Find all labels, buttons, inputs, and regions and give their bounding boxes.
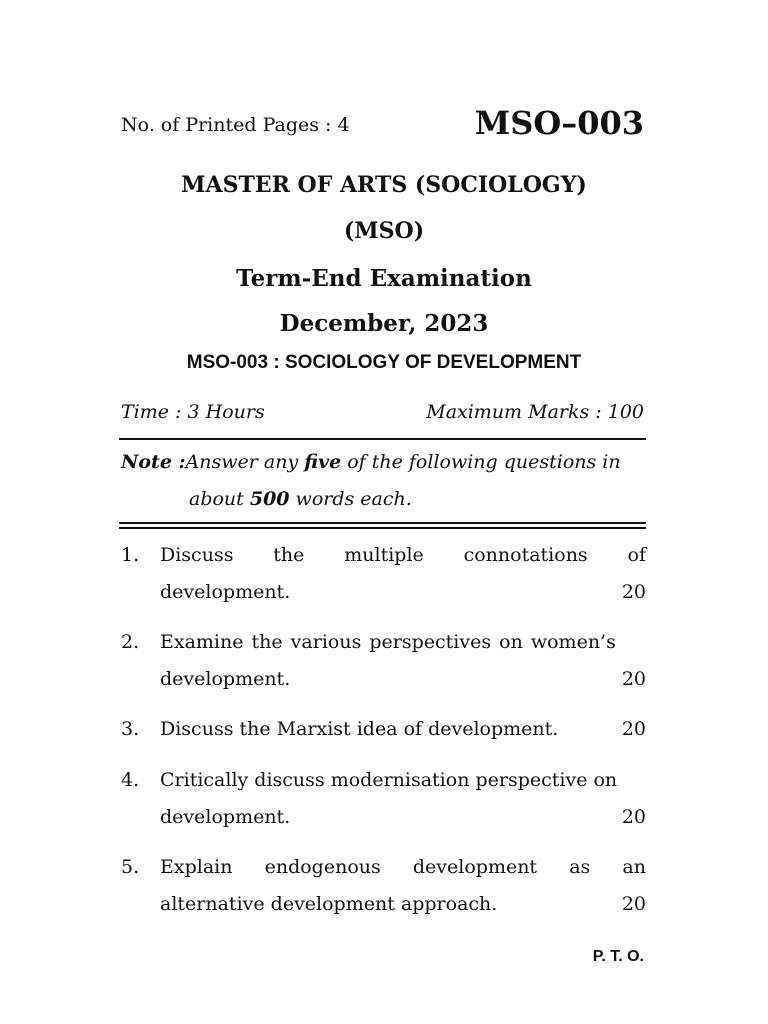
exam-duration: Time : 3 Hours — [121, 401, 265, 423]
question-word: Explain — [160, 856, 233, 878]
exam-session: December, 2023 — [279, 310, 489, 337]
instructions-note — [121, 444, 646, 518]
question-text: Discuss the Marxist idea of development. — [160, 718, 559, 740]
program-abbreviation: (MSO) — [343, 218, 425, 244]
note-emphasis-count: five — [304, 451, 342, 473]
question-text: Critically discuss modernisation perspective on — [160, 769, 618, 791]
question-item — [121, 762, 646, 836]
note-label: Note : — [121, 451, 186, 473]
question-number: 5. — [121, 856, 140, 878]
question-line — [160, 711, 646, 748]
program-title: MASTER OF ARTS (SOCIOLOGY) — [181, 172, 587, 198]
note-emphasis-words: 500 — [249, 488, 290, 510]
question-number: 2. — [121, 631, 140, 653]
question-word: endogenous — [264, 856, 381, 878]
question-line — [160, 886, 646, 923]
question-number: 4. — [121, 769, 140, 791]
question-marks: 20 — [621, 893, 646, 915]
note-second-line — [121, 481, 646, 518]
question-word: an — [622, 856, 646, 878]
question-body — [160, 762, 646, 836]
question-line — [160, 537, 646, 574]
maximum-marks: Maximum Marks : 100 — [426, 401, 644, 423]
question-number: 1. — [121, 544, 140, 566]
question-item — [121, 849, 646, 923]
question-line — [160, 661, 646, 698]
question-text: development. — [160, 581, 291, 603]
question-text: Examine the various perspectives on women’s — [160, 631, 616, 653]
printed-pages-count: No. of Printed Pages : 4 — [121, 114, 350, 136]
question-line — [160, 574, 646, 611]
question-word: as — [569, 856, 591, 878]
question-number: 3. — [121, 718, 140, 740]
please-turn-over: P. T. O. — [592, 948, 644, 965]
question-body — [160, 624, 646, 698]
question-word: the — [273, 544, 305, 566]
question-body — [160, 537, 646, 611]
question-marks: 20 — [621, 581, 646, 603]
question-item — [121, 624, 646, 698]
question-line — [160, 624, 646, 661]
question-word: of — [627, 544, 646, 566]
question-marks: 20 — [621, 718, 646, 740]
question-line — [160, 849, 646, 886]
question-body — [160, 711, 646, 748]
question-word: Discuss — [160, 544, 234, 566]
double-rule-bottom — [119, 527, 646, 529]
question-word: development — [412, 856, 538, 878]
double-rule-top — [119, 522, 646, 524]
question-body — [160, 849, 646, 923]
question-line — [160, 762, 646, 799]
divider-rule — [119, 438, 646, 440]
note-text: about — [189, 488, 250, 510]
note-text: Answer any — [185, 451, 305, 473]
question-text: development. — [160, 806, 291, 828]
note-text: of the following questions in — [341, 451, 621, 473]
exam-name: Term-End Examination — [236, 265, 532, 292]
course-title: MSO-003 : SOCIOLOGY OF DEVELOPMENT — [186, 352, 582, 373]
question-text: alternative development approach. — [160, 893, 498, 915]
question-text: development. — [160, 668, 291, 690]
question-item — [121, 711, 646, 748]
question-word: multiple — [344, 544, 424, 566]
note-text: words each. — [289, 488, 412, 510]
question-item — [121, 537, 646, 611]
question-line — [160, 799, 646, 836]
question-marks: 20 — [621, 806, 646, 828]
course-code: MSO–003 — [474, 104, 644, 142]
question-word: connotations — [463, 544, 588, 566]
question-marks: 20 — [621, 668, 646, 690]
